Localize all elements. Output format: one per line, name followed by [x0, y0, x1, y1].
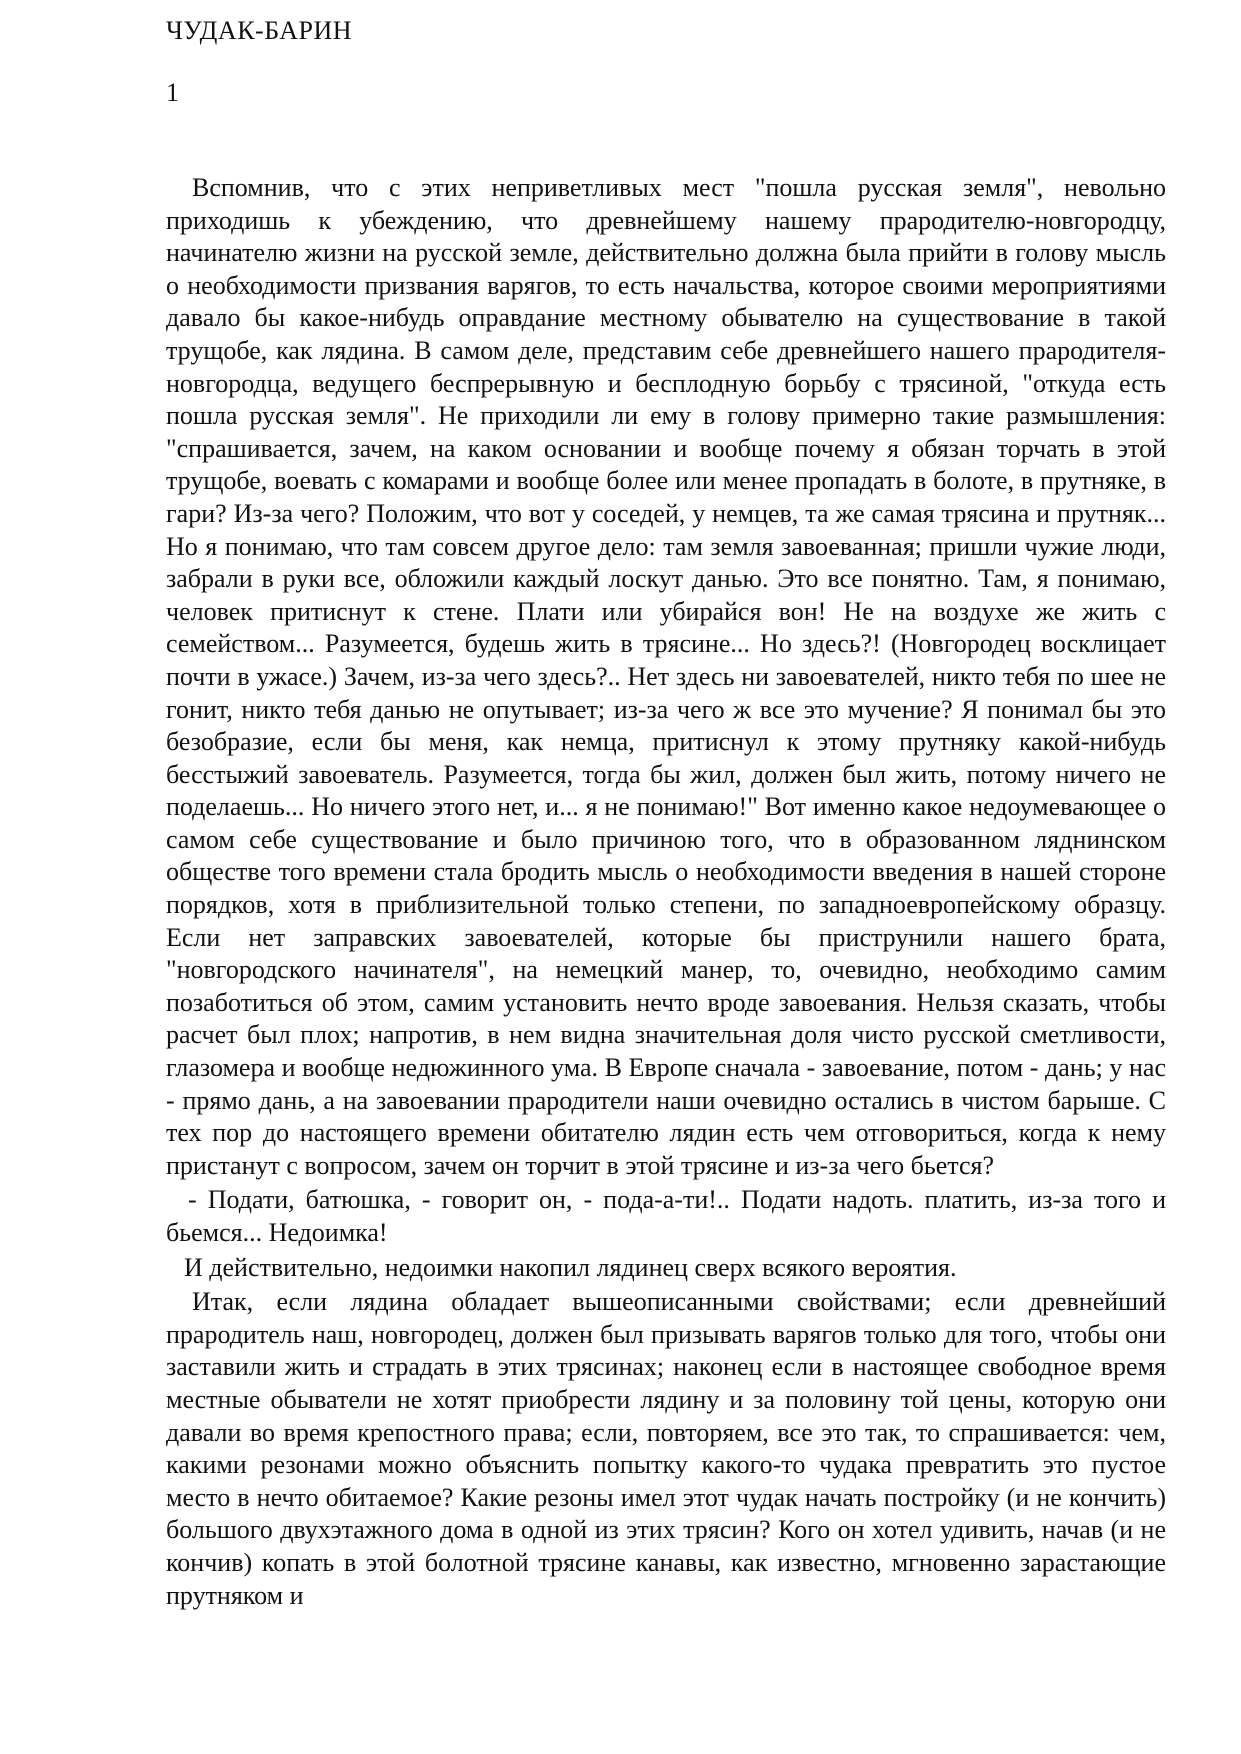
chapter-number: 1 [166, 78, 179, 107]
document-title: ЧУДАК-БАРИН [166, 16, 353, 45]
paragraph-2-dialogue: - Подати, батюшка, - говорит он, - пода-а-ти!.. Подати надоть. платить, из-за того и бьемся... Недоимка! [166, 1185, 1166, 1247]
paragraph-1: Вспомнив, что с этих неприветливых мест "пошла русская земля", невольно приходишь к убеждению, что древнейшему нашему прародителю-новгородцу, начинателю жизни на русской земле, действительно должна была прийти в голову мысль о необходимости призвания варягов, то есть начальства, которое своими мероприятиями давало бы какое-нибудь оправдание местному обывателю на существование в такой трущобе, как лядина. В самом деле, представим себе древнейшего нашего прародителя-новгородца, ведущего беспрерывную и бесплодную борьбу с трясиной, "откуда есть пошла русская земля". Не приходили ли ему в голову примерно такие размышления: "спрашивается, зачем, на каком основании и вообще почему я обязан торчать в этой трущобе, воевать с комарами и вообще более или менее пропадать в болоте, в прутняке, в гари? Из-за чего? Положим, что вот у соседей, у немцев, та же самая трясина и прутняк... Но я понимаю, что там совсем другое дело: там земля завоеванная; пришли чужие люди, забрали в руки все, обложили каждый лоскут данью. Это все понятно. Там, я понимаю, человек притиснут к стене. Плати или убирайся вон! Не на воздухе же жить с семейством... Разумеется, будешь жить в трясине... Но здесь?! (Новгородец восклицает почти в ужасе.) Зачем, из-за чего здесь?.. Нет здесь ни завоевателей, никто тебя по шее не гонит, никто тебя данью не опутывает; из-за чего ж все это мучение? Я понимал бы это безобразие, если бы меня, как немца, притиснул к этому прутняку какой-нибудь бесстыжий завоеватель. Разумеется, тогда бы жил, должен был жить, потому ничего не поделаешь... Но ничего этого нет, и... я не понимаю!" Вот именно какое недоумевающее о самом себе существование и было причиною того, что в образованном ляднинском обществе того времени стала бродить мысль о необходимости введения в нашей стороне порядков, хотя в приблизительной только степени, по западноевропейскому образцу. Если нет заправских завоевателей, которые бы приструнили нашего брата, "новгородского начинателя", на немецкий манер, то, очевидно, необходимо самим позаботиться об этом, самим установить нечто вроде завоевания. Нельзя сказать, чтобы расчет был плох; напротив, в нем видна значительная доля чисто русской сметливости, глазомера и вообще недюжинного ума. В Европе сначала - завоевание, потом - дань; у нас - прямо дань, а на завоевании прародители наши очевидно остались в чистом барыше. С тех пор до настоящего времени обитателю лядин есть чем отговориться, когда к нему пристанут с вопросом, зачем он торчит в этой трясине и из-за чего бьется? [166, 173, 1166, 1180]
paragraph-4: Итак, если лядина обладает вышеописанными свойствами; если древнейший прародитель наш, новгородец, должен был призывать варягов только для того, чтобы они заставили жить и страдать в этих трясинах; наконец если в настоящее свободное время местные обыватели не хотят приобрести лядину и за половину той цены, которую они давали во время крепостного права; если, повторяем, все это так, то спрашивается: чем, какими резонами можно объяснить попытку какого-то чудака превратить это пустое место в нечто обитаемое? Какие резоны имел этот чудак начать постройку (и не кончить) большого двухэтажного дома в одной из этих трясин? Кого он хотел удивить, начав (и не кончив) копать в этой болотной трясине канавы, как известно, мгновенно зарастающие прутняком и [166, 1287, 1166, 1610]
paragraph-3: И действительно, недоимки накопил лядинец сверх всякого вероятия. [184, 1252, 957, 1282]
body-text [166, 172, 1166, 1612]
